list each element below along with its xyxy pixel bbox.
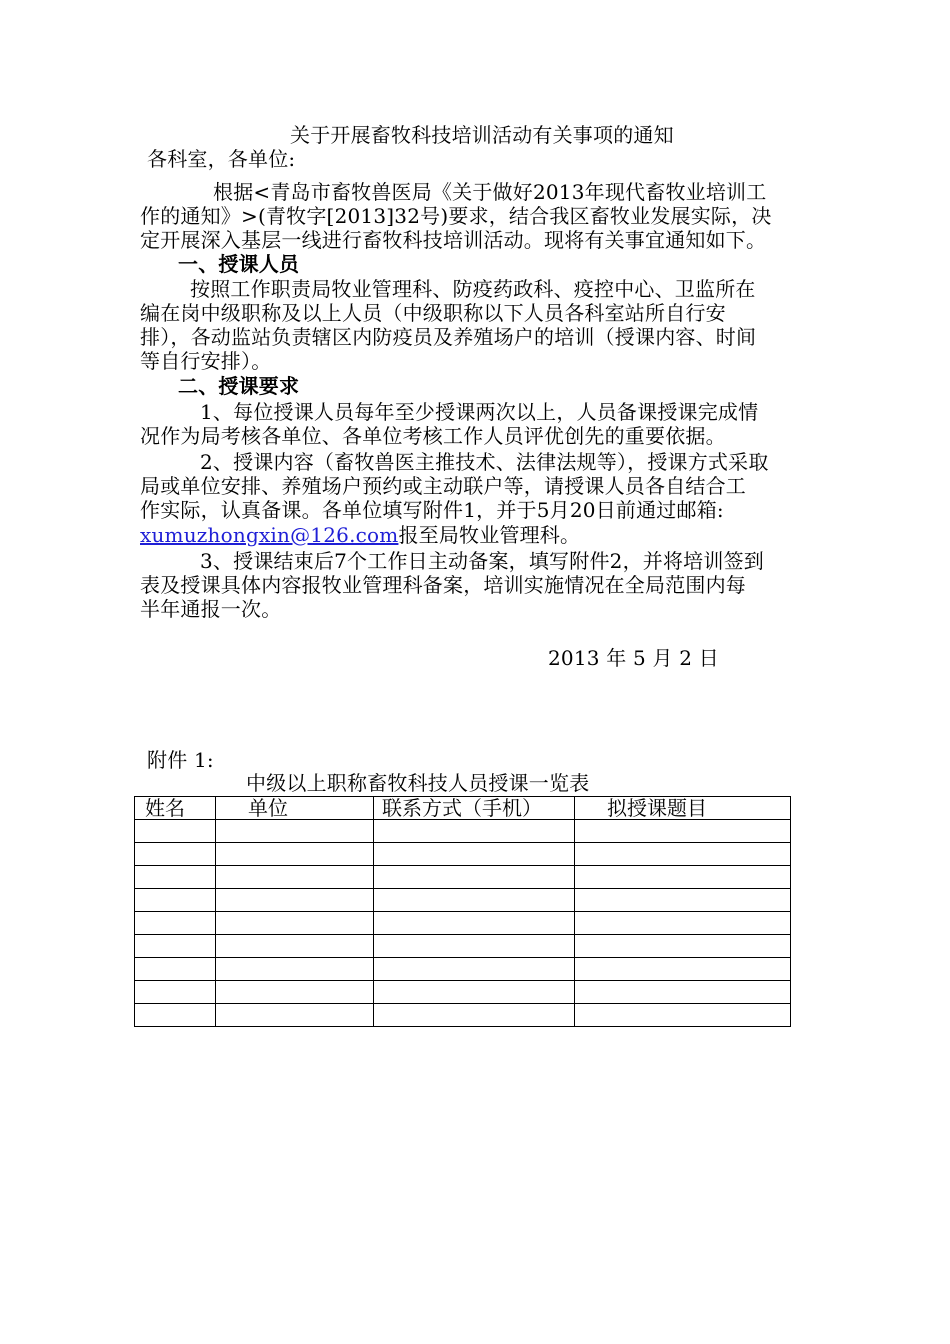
item3-line-2: 表及授课具体内容报牧业管理科备案，培训实施情况在全局范围内每 [140,573,746,597]
annex-table [134,796,791,1027]
table-row [135,935,791,958]
table-cell[interactable] [216,981,374,1004]
table-row [135,820,791,843]
header-contact: 联系方式（手机） [374,797,575,820]
table-cell[interactable] [135,889,216,912]
table-cell[interactable] [374,981,575,1004]
item3-line-1: 3、授课结束后7个工作日主动备案，填写附件2，并将培训签到 [200,549,764,573]
table-cell[interactable] [575,866,791,889]
table-cell[interactable] [216,843,374,866]
item3-line-3: 半年通报一次。 [140,597,282,621]
table-cell[interactable] [374,843,575,866]
email-line [140,523,580,547]
table-cell[interactable] [374,958,575,981]
notice-date: 2013 年 5 月 2 日 [548,646,719,670]
table-cell[interactable] [216,958,374,981]
table-cell[interactable] [135,820,216,843]
item2-line-1: 2、授课内容（畜牧兽医主推技术、法律法规等），授课方式采取 [200,450,769,474]
table-cell[interactable] [135,981,216,1004]
section1-heading: 一、授课人员 [178,252,300,276]
section1-line-1: 按照工作职责局牧业管理科、防疫药政科、疫控中心、卫监所在 [190,277,756,301]
table-cell[interactable] [135,843,216,866]
table-cell[interactable] [374,912,575,935]
table-row [135,889,791,912]
table-cell[interactable] [216,912,374,935]
table-cell[interactable] [216,935,374,958]
table-cell[interactable] [135,912,216,935]
table-row [135,981,791,1004]
table-cell[interactable] [135,1004,216,1027]
section1-line-2: 编在岗中级职称及以上人员（中级职称以下人员各科室站所自行安 [140,301,726,325]
section2-heading: 二、授课要求 [178,374,300,398]
table-row [135,958,791,981]
section1-line-3: 排），各动监站负责辖区内防疫员及养殖场户的培训（授课内容、时间 [140,325,757,349]
item1-line-2: 况作为局考核各单位、各单位考核工作人员评优创先的重要依据。 [140,424,726,448]
table-cell[interactable] [216,866,374,889]
annex-label: 附件 1: [147,748,214,772]
header-name: 姓名 [135,797,216,820]
table-cell[interactable] [575,820,791,843]
item2-line-3: 作实际，认真备课。各单位填写附件1，并于5月20日前通过邮箱: [140,498,724,522]
intro-line-3: 定开展深入基层一线进行畜牧科技培训活动。现将有关事宜通知如下。 [140,228,767,252]
table-cell[interactable] [575,889,791,912]
notice-title: 关于开展畜牧科技培训活动有关事项的通知 [290,123,674,147]
table-cell[interactable] [135,958,216,981]
table-body [135,820,791,1027]
table-row [135,843,791,866]
table-cell[interactable] [575,981,791,1004]
table-cell[interactable] [135,866,216,889]
table-cell[interactable] [216,889,374,912]
intro-line-2: 作的通知》>(青牧字[2013]32号)要求，结合我区畜牧业发展实际，决 [140,204,772,228]
table-cell[interactable] [374,866,575,889]
annex-table-title: 中级以上职称畜牧科技人员授课一览表 [246,771,590,795]
table-cell[interactable] [374,935,575,958]
header-topic: 拟授课题目 [575,797,791,820]
table-cell[interactable] [575,935,791,958]
table-cell[interactable] [575,912,791,935]
table-cell[interactable] [575,843,791,866]
table-row [135,1004,791,1027]
table-cell[interactable] [575,958,791,981]
table-row [135,866,791,889]
table-cell[interactable] [216,820,374,843]
table-header-row [135,797,791,820]
section1-line-4: 等自行安排）。 [140,349,272,373]
email-link[interactable]: xumuzhongxin@126.com [140,523,399,547]
table-cell[interactable] [374,889,575,912]
item2-line-2: 局或单位安排、养殖场户预约或主动联户等，请授课人员各自结合工 [140,474,746,498]
table-cell[interactable] [374,1004,575,1027]
table-cell[interactable] [374,820,575,843]
item1-line-1: 1、每位授课人员每年至少授课两次以上，人员备课授课完成情 [200,400,759,424]
header-unit: 单位 [216,797,374,820]
table-cell[interactable] [216,1004,374,1027]
table-row [135,912,791,935]
salutation: 各科室，各单位: [147,147,296,171]
email-suffix: 报至局牧业管理科。 [398,523,581,547]
intro-line-1: 根据<青岛市畜牧兽医局《关于做好2013年现代畜牧业培训工 [213,180,767,204]
table-cell[interactable] [135,935,216,958]
table-cell[interactable] [575,1004,791,1027]
